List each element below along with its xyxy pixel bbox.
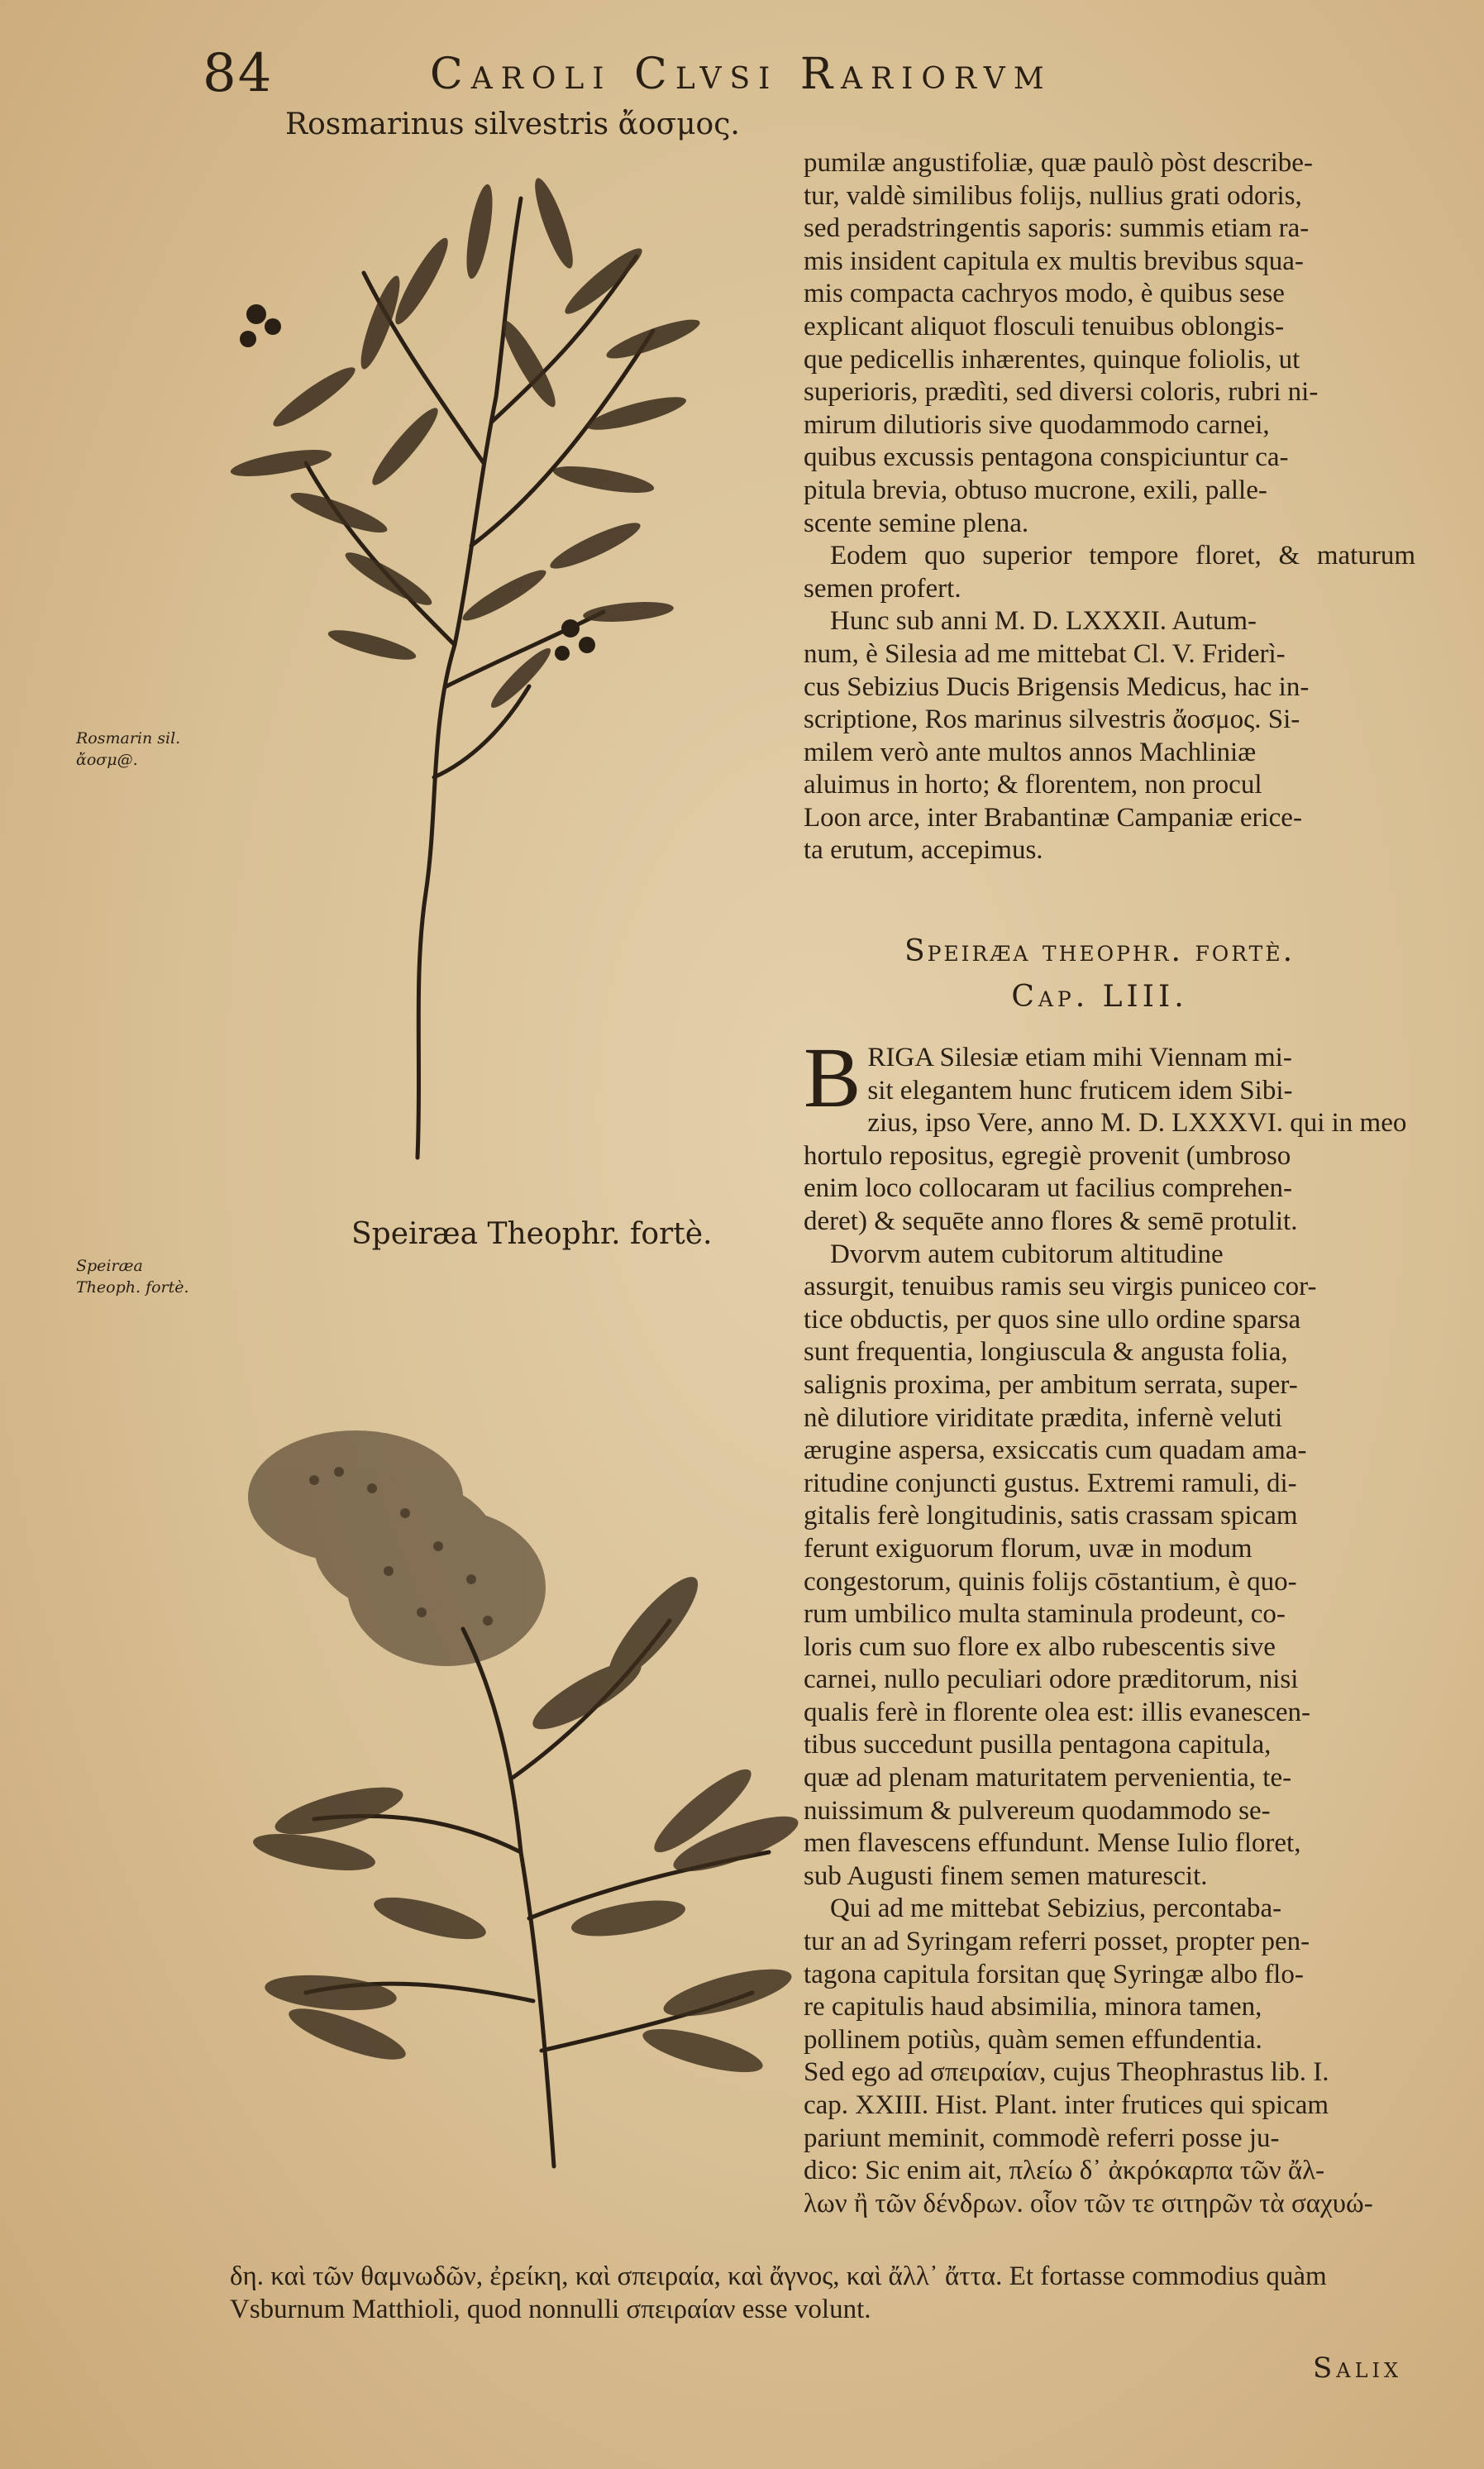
rosmarinus-illustration — [207, 149, 736, 1174]
line: pariunt meminit, commodè referri posse ju- — [804, 2123, 1280, 2153]
line: assurgit, tenuibus ramis seu virgis puniceo cor- — [804, 1272, 1317, 1302]
line: quæ ad plenam maturitatem pervenientia, te- — [804, 1763, 1292, 1793]
line: scente semine plena. — [804, 508, 1029, 538]
margin-note-speiraea: Speiræa Theoph. fortè. — [76, 1257, 189, 1297]
line: tagona capitula forsitan quę Syringæ albo flo- — [804, 1959, 1304, 1989]
paragraph-flowering: Eodem quo superior tempore floret, & maturum semen profert. — [804, 541, 1415, 604]
line: superioris, prædìti, sed diversi coloris, rubri ni- — [804, 377, 1319, 408]
line: Loon arce, inter Brabantinæ Campaniæ erice- — [804, 802, 1302, 833]
line: enim loco collocaram ut facilius comprehen- — [804, 1173, 1293, 1204]
line: men flavescens effundunt. Mense Iulio floret, — [804, 1828, 1301, 1859]
line: num, è Silesia ad me mittebat Cl. V. Friderì- — [804, 638, 1286, 669]
line: tice obductis, per quos sine ullo ordine sparsa — [804, 1304, 1301, 1335]
figure-caption-rosmarinus: Rosmarinus silvestris ἄοσμος. — [285, 107, 740, 141]
line: deret) & sequēte anno flores & semē protulit. — [804, 1206, 1298, 1236]
line: congestorum, quinis folijs cōstantium, è quo- — [804, 1566, 1297, 1597]
line: zius, ipso Vere, anno M. D. LXXXVI. qui in meo — [867, 1108, 1407, 1139]
line: cap. XXIII. Hist. Plant. inter frutices qui spicam — [804, 2090, 1329, 2120]
line: Sed ego ad σπειραίαν, cujus Theophrastus lib. I. — [804, 2057, 1329, 2088]
line: pitula brevia, obtuso mucrone, exili, palle- — [804, 475, 1267, 505]
line: salignis proxima, per ambitum serrata, super- — [804, 1369, 1298, 1400]
line: δη. καὶ τῶν θαμνωδῶν, ἐρείκη, καὶ σπειραία, καὶ ἄγνος, καὶ ἄλλ᾽ ἄττα. Et fortasse commodius quàm — [230, 2261, 1327, 2291]
line: cus Sebizius Ducis Brigensis Medicus, hac in- — [804, 671, 1310, 702]
line: tibus succedunt pusilla pentagona capitula, — [804, 1730, 1272, 1760]
line: sunt frequentia, longiuscula & angusta folia, — [804, 1337, 1288, 1368]
line: sub Augusti finem semen maturescit. — [804, 1860, 1208, 1891]
line: qualis ferè in florente olea est: illis evanescen- — [804, 1697, 1310, 1727]
line: re capitulis haud absimilia, minora tamen, — [804, 1992, 1262, 2022]
chapter-label: Cap. LIII. — [1011, 980, 1188, 1014]
speiraea-illustration — [240, 1422, 802, 2183]
line: aluimus in horto; & florentem, non procul — [804, 770, 1262, 800]
line: mis insident capitula ex multis brevibus squa- — [804, 246, 1304, 276]
line: nuissimum & pulvereum quodammodo se- — [804, 1795, 1271, 1826]
line: ritudine conjuncti gustus. Extremi ramuli, di- — [804, 1468, 1297, 1498]
running-head: Caroli Clvsi Rariorvm — [430, 50, 1052, 99]
line: Hunc sub anni M. D. LXXXII. Autum- — [830, 606, 1257, 637]
line: Dvorvm autem cubitorum altitudine — [830, 1239, 1224, 1269]
line: tur an ad Syringam referri posset, propter pen- — [804, 1927, 1310, 1957]
line: hortulo repositus, egregiè provenit (umbroso — [804, 1140, 1291, 1171]
line: sed peradstringentis saporis: summis etiam ra- — [804, 213, 1310, 244]
figure-caption-speiraea: Speiræa Theophr. fortè. — [351, 1217, 713, 1251]
line: ferunt exiguorum florum, uvæ in modum — [804, 1533, 1253, 1564]
section-title: Speiræa theophr. fortè. — [904, 934, 1296, 968]
line: mis compacta cachryos modo, è quibus sese — [804, 279, 1285, 309]
text-column-rosmarinus — [804, 147, 1415, 867]
margin-note-rosmarinus: Rosmarin sil. ἄοσμ@. — [76, 729, 181, 769]
line: nè dilutiore viriditate prædita, infernè veluti — [804, 1402, 1283, 1433]
line: loris cum suo flore ex albo rubescentis sive — [804, 1631, 1276, 1662]
line: ta erutum, accepimus. — [804, 835, 1043, 866]
text-column-speiraea — [804, 1030, 1415, 2220]
catchword: Salix — [1313, 2352, 1403, 2385]
line: ærugine aspersa, exsiccatis cum quadam ama- — [804, 1435, 1307, 1466]
line: λων ἢ τῶν δένδρων. οἷον τῶν τε σιτηρῶν τὰ σαχυώ- — [804, 2188, 1373, 2218]
line: pumilæ angustifoliæ, quæ paulò pòst describe- — [804, 148, 1313, 178]
line: Qui ad me mittebat Sebizius, percontaba- — [830, 1894, 1282, 1924]
line: quibus excussis pentagona conspiciuntur ca- — [804, 442, 1289, 473]
line: mirum dilutioris sive quodammodo carnei, — [804, 409, 1270, 440]
line: scriptione, Ros marinus silvestris ἄοσμος. Si- — [804, 704, 1300, 735]
line: gitalis ferè longitudinis, satis crassam spicam — [804, 1501, 1298, 1531]
line: carnei, nullo peculiari odore præditorum, nisi — [804, 1664, 1299, 1695]
line: rum umbilico multa staminula prodeunt, co- — [804, 1599, 1286, 1630]
line: sit elegantem hunc fruticem idem Sibi- — [867, 1075, 1293, 1106]
line: pollinem potiùs, quàm semen effundentia. — [804, 2024, 1262, 2055]
line: dico: Sic enim ait, πλείω δ᾽ ἀκρόκαρπα τῶν ἄλ- — [804, 2156, 1325, 2186]
line: RIGA Silesiæ etiam mihi Viennam mi- — [867, 1043, 1292, 1072]
line: tur, valdè similibus folijs, nullius grati odoris, — [804, 180, 1302, 211]
page-number: 84 — [203, 43, 274, 104]
footer-text — [230, 2260, 1420, 2326]
line: milem verò ante multos annos Machliniæ — [804, 737, 1257, 767]
drop-cap: B — [804, 1030, 861, 1125]
line: Vsburnum Matthioli, quod nonnulli σπειραίαν esse volunt. — [230, 2295, 871, 2324]
line: que pedicellis inhærentes, quinque foliolis, ut — [804, 344, 1300, 375]
line: explicant aliquot flosculi tenuibus oblongis- — [804, 311, 1285, 341]
